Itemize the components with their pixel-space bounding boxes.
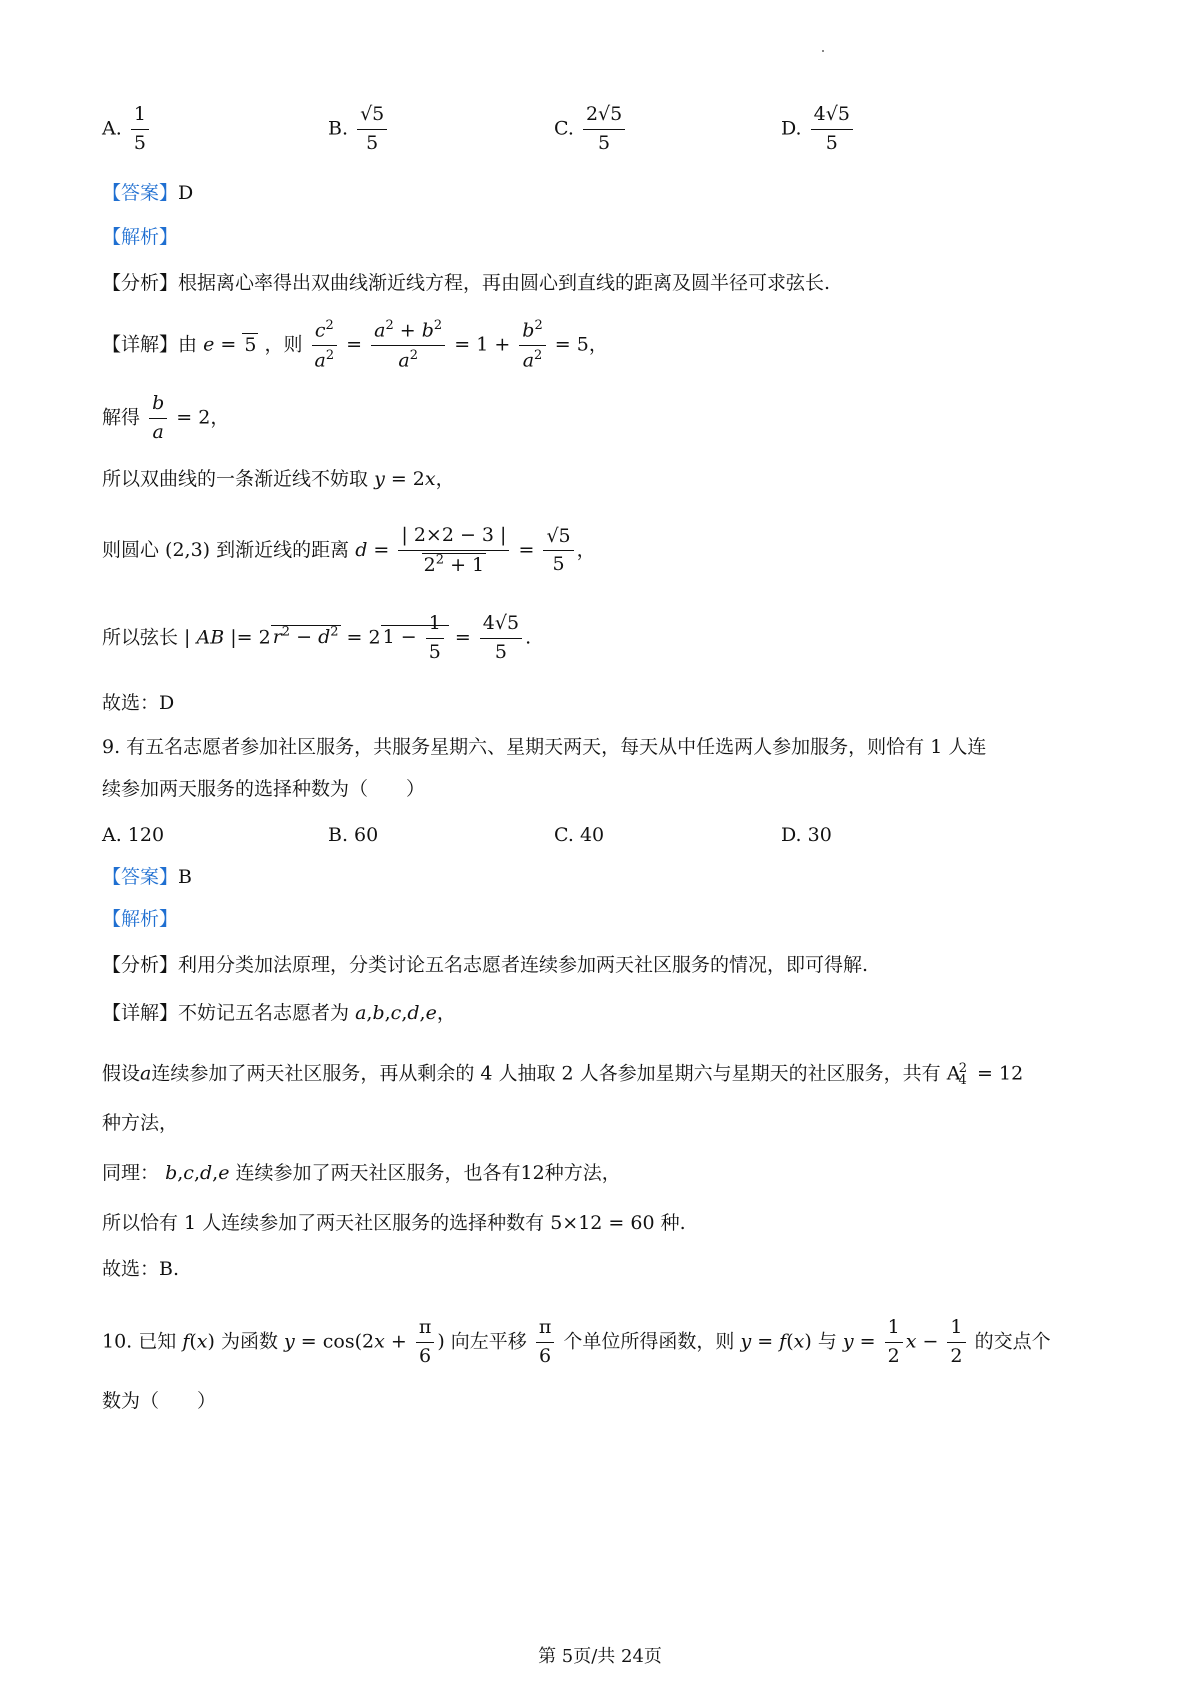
q9-detail-line5: 所以恰有 1 人连续参加了两天社区服务的选择种数有 5×12 = 60 种. [102, 1212, 686, 1234]
q8-analysis-tag: 【解析】 [102, 226, 179, 248]
q9-stem-line2: 续参加两天服务的选择种数为（ ） [102, 778, 426, 800]
q8-fenxi: 【分析】根据离心率得出双曲线渐近线方程，再由圆心到直线的距离及圆半径可求弦长. [102, 272, 831, 294]
option-b: B. $\frac{√5}{5}$ [328, 103, 390, 156]
q9-stem-line1: 9. 有五名志愿者参加社区服务，共服务星期六、星期天两天，每天从中任选两人参加服务，则恰有 1 人连 [102, 736, 987, 758]
q9-detail-line3: 种方法， [102, 1112, 179, 1134]
q8-detail-line5: 所以弦长 | AB |= 2 $r^2 - d^2 = 2$ 1 − $\frac{1}{5}$ = $\frac{4√5}{5}$ . [102, 612, 532, 663]
q9-detail-line2: 假设a连续参加了两天社区服务，再从剩余的 4 人抽取 2 人各参加星期六与星期天的社区服务，共有 $A_4^2 = 12$ [102, 1061, 1024, 1089]
q9-option-d: D. 30 [781, 824, 832, 846]
option-a: A. $\frac{1}{5}$ [102, 103, 152, 156]
scan-dot [822, 50, 824, 52]
q9-option-b: B. 60 [328, 824, 379, 846]
q9-option-a: A. 120 [102, 824, 165, 846]
q8-detail-line3: 所以双曲线的一条渐近线不妨取 y = 2x， [102, 468, 455, 490]
q8-detail-line2: 解得 $\frac{b}{a}$ = 2， [102, 392, 230, 443]
q9-choose: 故选：B. [102, 1258, 180, 1280]
q9-answer: 【答案】B [102, 866, 192, 888]
q9-detail-line1: 【详解】不妨记五名志愿者为 a,b,c,d,e， [102, 1002, 456, 1024]
option-c: C. $\frac{2√5}{5}$ [554, 103, 628, 156]
q8-answer: 【答案】D [102, 182, 194, 204]
option-d: D. $\frac{4√5}{5}$ [781, 103, 856, 156]
q8-detail-line1: 【详解】由 e = 5 ，则 $\frac{c^2}{a^2}$ = $\frac{a^2 + b^2}{a^2}$ = 1 + $\frac{b^2}{a^2}$ = 5， [102, 318, 608, 372]
q9-fenxi: 【分析】利用分类加法原理，分类讨论五名志愿者连续参加两天社区服务的情况，即可得解. [102, 954, 869, 976]
q9-detail-line4: 同理： b,c,d,e 连续参加了两天社区服务，也各有12种方法， [102, 1162, 621, 1184]
q10-stem-line2: 数为（ ） [102, 1390, 217, 1412]
q8-detail-line4: 则圆心 (2,3) 到渐近线的距离 d = $\frac{| 2\times 2 - 3 |}{2^2 + 1}$ = $\frac{√5}{5}$ ， [102, 524, 596, 577]
q9-option-c: C. 40 [554, 824, 605, 846]
q8-choose: 故选：D [102, 692, 175, 714]
page-footer: 第 5页/共 24页 [538, 1646, 662, 1667]
q9-analysis-tag: 【解析】 [102, 908, 179, 930]
q10-stem-line1: 10. 已知 f(x) 为函数 y = cos(2x + $\frac{\pi}{6}$ ) 向左平移 $\frac{\pi}{6}$ 个单位所得函数，则 y = f(x) 与 y = $\frac{1}{2}$ x − $\frac{1}{2}$ 的交点个 [102, 1316, 1051, 1367]
